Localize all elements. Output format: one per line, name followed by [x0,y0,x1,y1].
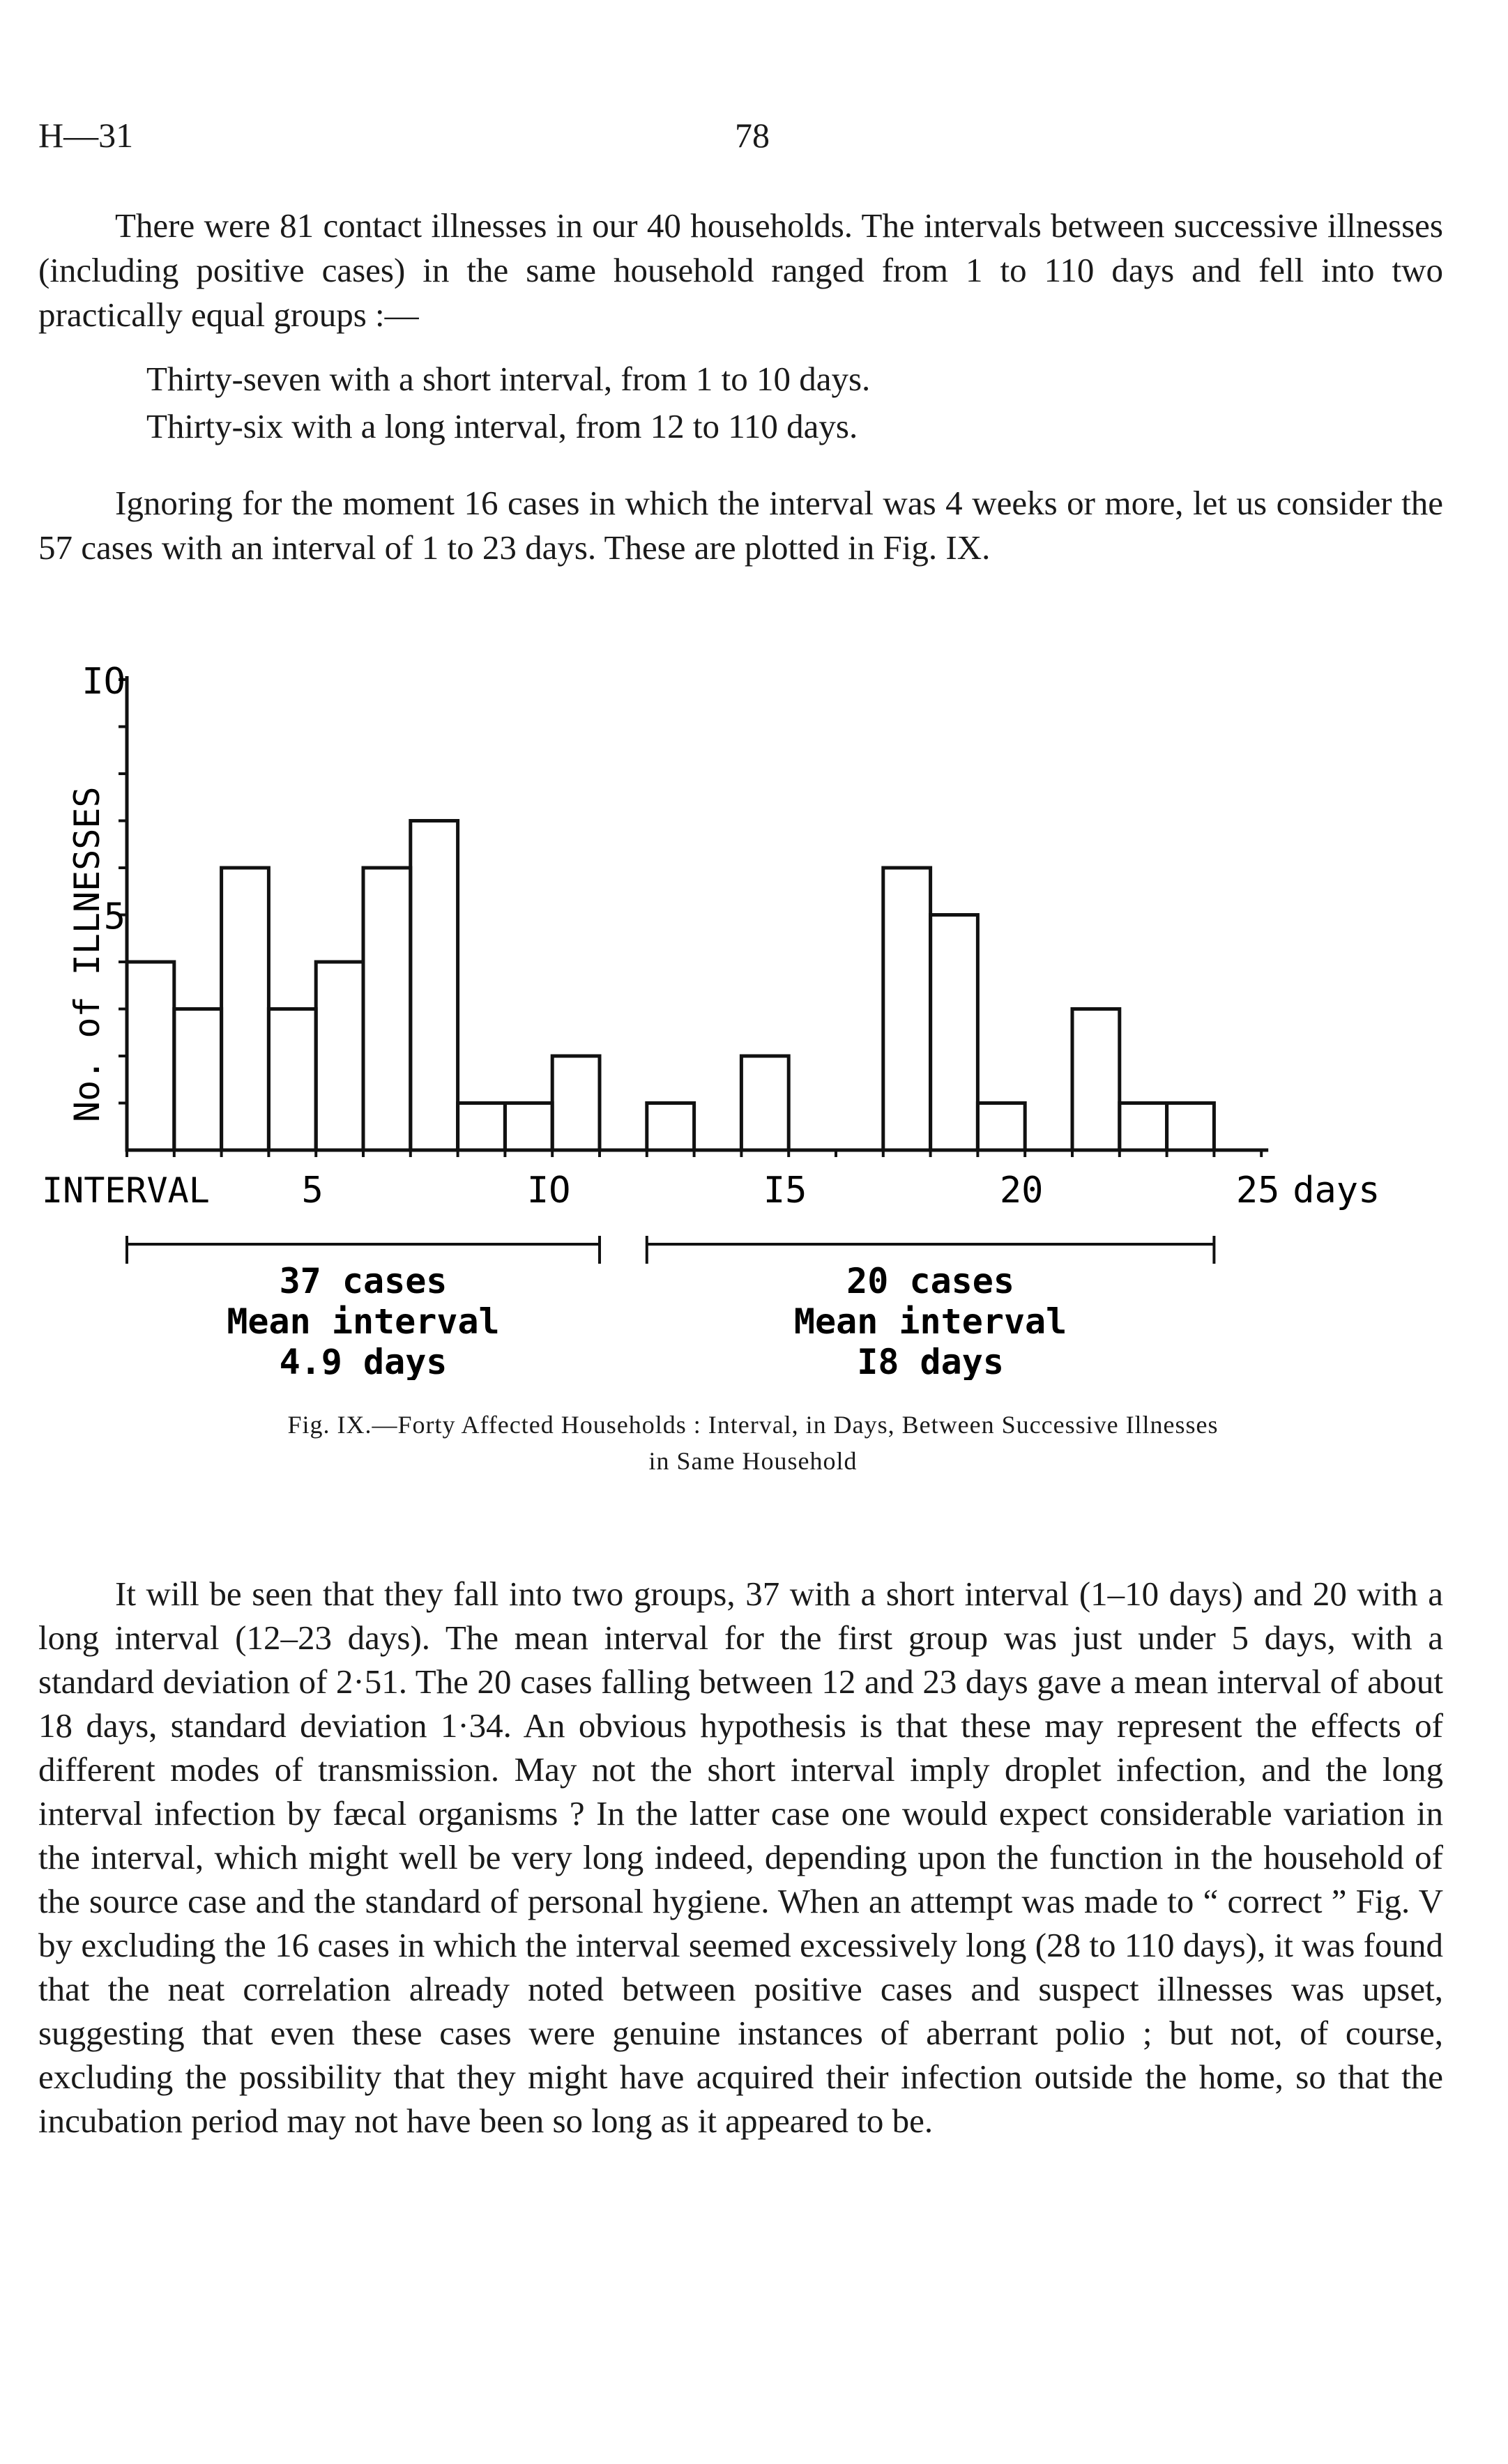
report-code: H—31 [38,116,134,155]
page-number: 78 [735,116,770,155]
bar [931,915,978,1151]
interval-list [146,355,870,450]
x-tick-label: 25 [1235,1170,1280,1211]
y-axis-label: No. of ILLNESSES [67,786,107,1122]
bar [363,868,411,1150]
figure-ix [28,648,1478,1380]
bar [552,1056,600,1150]
bar [316,962,363,1150]
bar [127,962,174,1150]
bar [977,1103,1025,1151]
group-annotation-line: 20 cases [846,1261,1015,1301]
bar [411,821,458,1151]
paragraph-3 [38,1572,1443,2143]
bar [1072,1009,1120,1151]
bar [268,1009,316,1151]
bar [1167,1103,1214,1151]
paragraph-1-text: There were 81 contact illnesses in our 40 households. The intervals between successive illnesses (including positive cases) in the same household ranged from 1 to 110 days and fell into two practically equal groups :— [38,206,1443,334]
caption-line-2: in Same Household [648,1447,858,1475]
group-annotation-line: 37 cases [279,1261,448,1301]
x-tick-label: 5 [301,1170,323,1211]
page-header [38,115,1466,171]
list-item: Thirty-seven with a short interval, from 1 to 10 days. [146,360,871,398]
paragraph-1 [38,204,1443,337]
figure-caption [38,1407,1468,1479]
caption-line-1: Fig. IX.—Forty Affected Households : Interval, in Days, Between Successive Illnesses [287,1411,1219,1439]
x-tick-label: IO [526,1170,571,1211]
bar [505,1103,552,1151]
paragraph-2 [38,481,1443,570]
x-tick-label: 20 [999,1170,1044,1211]
y-tick-label: 5 [103,896,125,938]
group-annotation-line: I8 days [857,1342,1004,1380]
bar [458,1103,505,1151]
paragraph-2-text: Ignoring for the moment 16 cases in which the interval was 4 weeks or more, let us consider the 57 cases with an interval of 1 to 23 days. These are plotted in Fig. IX. [38,484,1443,567]
bar [883,868,931,1150]
bar [1120,1103,1167,1151]
bar [741,1056,789,1150]
group-annotation-line: 4.9 days [279,1342,448,1380]
list-item: Thirty-six with a long interval, from 12 to 110 days. [146,407,858,445]
group-annotation-line: Mean interval [227,1301,500,1342]
x-axis-label: INTERVAL [42,1170,210,1211]
bar [222,868,269,1150]
x-tick-label: I5 [763,1170,807,1211]
y-tick-label: IO [82,661,125,703]
histogram-chart [28,648,1478,1380]
group-annotation-line: Mean interval [793,1301,1067,1342]
bar [647,1103,694,1151]
paragraph-3-text: It will be seen that they fall into two groups, 37 with a short interval (1–10 days) and 20 with a long interval (12–23 days). The mean interval for the first group was just under 5 days, with a standard deviation of 2·51. The 20 cases falling between 12 and 23 days gave a mean interval of about 18 days, standard deviation 1·34. An obvious hypothesis is that these may represent the effects of different modes of transmission. May not the short interval imply droplet infection, and the long interval infection by fæcal organisms ? In the latter case one would expect considerable variation in the interval, which might well be very long indeed, depending upon the function in the household of the source case and the standard of personal hygiene. When an attempt was made to “ correct ” Fig. V by excluding the 16 cases in which the interval seemed excessively long (28 to 110 days), it was found that the neat correlation already noted between positive cases and suspect illnesses was upset, suggesting that even these cases were genuine instances of aberrant polio ; but not, of course, excluding the possibility that they might have acquired their infection outside the home, so that the incubation period may not have been so long as it appeared to be. [38,1575,1443,2140]
x-axis-unit: days [1293,1170,1380,1211]
bar [174,1009,222,1151]
